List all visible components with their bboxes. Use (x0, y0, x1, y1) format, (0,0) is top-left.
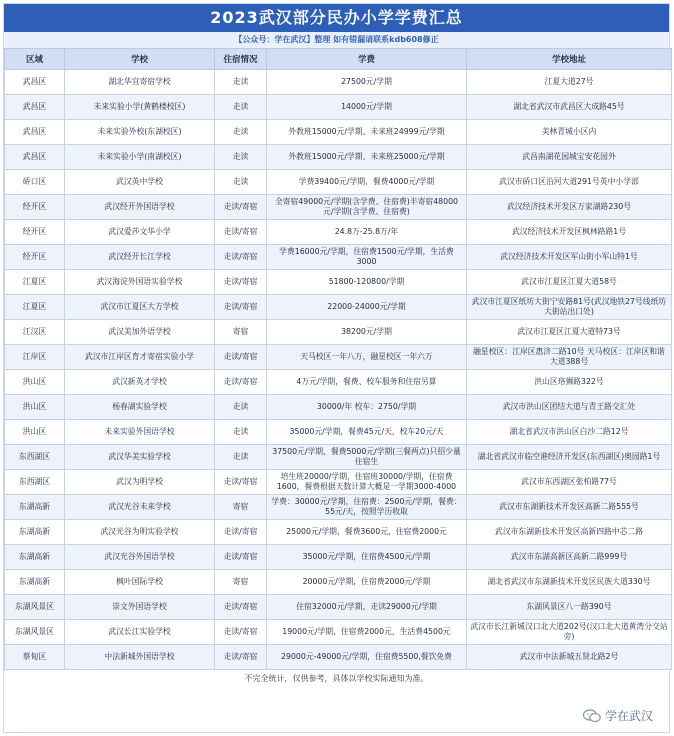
cell-boarding: 走读/寄宿 (215, 470, 267, 495)
cell-district: 蔡甸区 (5, 645, 65, 670)
cell-address: 武汉经济技术开发区枫林路路1号 (467, 220, 672, 245)
column-header-fee: 学费 (267, 49, 467, 70)
cell-district: 东湖风景区 (5, 620, 65, 645)
table-row (5, 245, 672, 270)
cell-district: 武昌区 (5, 70, 65, 95)
cell-district: 东湖高新 (5, 495, 65, 520)
fee-summary-page (3, 3, 670, 733)
cell-address: 武汉市中法新城五贤北路2号 (467, 645, 672, 670)
cell-school: 武汉新英才学校 (65, 370, 215, 395)
page-title: 2023武汉部分民办小学学费汇总 (4, 4, 669, 32)
cell-fee: 27500元/学期 (267, 70, 467, 95)
table-row (5, 195, 672, 220)
cell-district: 东湖高新 (5, 520, 65, 545)
cell-school: 未来实验小学(南湖校区) (65, 145, 215, 170)
cell-address: 融星校区：江岸区惠济二路10号 天马校区：江岸区和谐大道388号 (467, 345, 672, 370)
cell-address: 武汉市长江新城汉口北大道202号(汉口北大道黄湾分交站旁) (467, 620, 672, 645)
cell-address: 东湖风景区八一路390号 (467, 595, 672, 620)
cell-district: 经开区 (5, 220, 65, 245)
table-row (5, 120, 672, 145)
cell-district: 硚口区 (5, 170, 65, 195)
cell-district: 东湖风景区 (5, 595, 65, 620)
table-row (5, 420, 672, 445)
cell-school: 武汉经开外国语学校 (65, 195, 215, 220)
cell-boarding: 走读/寄宿 (215, 520, 267, 545)
cell-address: 武汉市洪山区团结大道与青王路交汇处 (467, 395, 672, 420)
cell-school: 武汉光谷为明实验学校 (65, 520, 215, 545)
cell-fee: 24.8万-25.8万/年 (267, 220, 467, 245)
cell-fee: 35000元/学期，餐费45元/天，校车20元/天 (267, 420, 467, 445)
column-header-boarding: 住宿情况 (215, 49, 267, 70)
cell-address: 湖北省武汉市东湖新技术开发区民族大道330号 (467, 570, 672, 595)
cell-school: 武汉爱莎文华小学 (65, 220, 215, 245)
cell-school: 未来实验小学(黄鹤楼校区) (65, 95, 215, 120)
table-row (5, 145, 672, 170)
cell-address: 武汉经济技术开发区军山街小军山特1号 (467, 245, 672, 270)
cell-boarding: 走读 (215, 95, 267, 120)
cell-boarding: 寄宿 (215, 495, 267, 520)
column-header-district: 区域 (5, 49, 65, 70)
fee-table (4, 48, 672, 670)
page-subtitle: 【公众号：学在武汉】整理 如有错漏请联系kdb608修正 (4, 32, 669, 48)
table-row (5, 70, 672, 95)
cell-boarding: 走读 (215, 445, 267, 470)
table-header-row (5, 49, 672, 70)
table-row (5, 495, 672, 520)
cell-school: 武汉美加外语学校 (65, 320, 215, 345)
cell-boarding: 走读 (215, 120, 267, 145)
cell-address: 江夏大道27号 (467, 70, 672, 95)
cell-address: 武汉市东西湖区张柏路77号 (467, 470, 672, 495)
cell-school: 武汉为明学校 (65, 470, 215, 495)
cell-fee: 29000元-49000元/学期，住宿费5500,餐饮免费 (267, 645, 467, 670)
cell-address: 湖北省武汉市武昌区大成路45号 (467, 95, 672, 120)
table-row (5, 270, 672, 295)
cell-boarding: 走读 (215, 145, 267, 170)
cell-address: 武汉市江夏区江夏大道58号 (467, 270, 672, 295)
cell-address: 武汉市东湖高新区高新二路999号 (467, 545, 672, 570)
cell-school: 武汉华美实验学校 (65, 445, 215, 470)
cell-school: 中法新城外国语学校 (65, 645, 215, 670)
cell-school: 湖北华宜寄宿学校 (65, 70, 215, 95)
cell-fee: 19000元/学期，住宿费2000元，生活费4500元 (267, 620, 467, 645)
cell-district: 江夏区 (5, 295, 65, 320)
column-header-address: 学校地址 (467, 49, 672, 70)
wechat-watermark-logo (583, 707, 653, 724)
cell-address: 武汉市硚口区沿河大道291号英中小学部 (467, 170, 672, 195)
table-row (5, 520, 672, 545)
cell-boarding: 走读/寄宿 (215, 370, 267, 395)
cell-district: 武昌区 (5, 120, 65, 145)
cell-address: 洪山区珞狮路322号 (467, 370, 672, 395)
cell-boarding: 寄宿 (215, 320, 267, 345)
cell-boarding: 走读/寄宿 (215, 345, 267, 370)
cell-fee: 35000元/学期，住宿费4500元/学期 (267, 545, 467, 570)
cell-address: 美林青城小区内 (467, 120, 672, 145)
cell-fee: 学费39400元/学期，餐费4000元/学期 (267, 170, 467, 195)
cell-district: 经开区 (5, 245, 65, 270)
cell-boarding: 走读 (215, 420, 267, 445)
cell-district: 江汉区 (5, 320, 65, 345)
cell-district: 江夏区 (5, 270, 65, 295)
cell-fee: 4万元/学期，餐费、校车服务和住宿另算 (267, 370, 467, 395)
cell-address: 武汉市东湖新技术开发区高新四路中芯二路 (467, 520, 672, 545)
table-row (5, 345, 672, 370)
cell-address: 武汉市江夏区江夏大道特73号 (467, 320, 672, 345)
cell-fee: 14000元/学期 (267, 95, 467, 120)
table-row (5, 595, 672, 620)
table-row (5, 295, 672, 320)
cell-address: 武汉市江夏区纸坊大街宁安路81号(武汉地铁27号线纸坊大街站出口处) (467, 295, 672, 320)
cell-school: 武汉市江夏区大方学校 (65, 295, 215, 320)
cell-boarding: 走读/寄宿 (215, 295, 267, 320)
cell-fee: 学费16000元/学期，住宿费1500元/学期，生活费3000 (267, 245, 467, 270)
cell-school: 武汉长江实验学校 (65, 620, 215, 645)
column-header-school: 学校 (65, 49, 215, 70)
footer-note: 不完全统计，仅供参考，具体以学校实际通知为准。 (244, 674, 429, 683)
cell-boarding: 走读/寄宿 (215, 545, 267, 570)
cell-school: 武汉海淀外国语实验学校 (65, 270, 215, 295)
table-row (5, 170, 672, 195)
table-row (5, 370, 672, 395)
cell-fee: 天马校区一年八万，融星校区一年六万 (267, 345, 467, 370)
cell-district: 武昌区 (5, 145, 65, 170)
cell-school: 武汉市江岸区育才寄宿实验小学 (65, 345, 215, 370)
cell-district: 东湖高新 (5, 570, 65, 595)
cell-school: 未来实验外校(东湖校区) (65, 120, 215, 145)
cell-district: 东西湖区 (5, 470, 65, 495)
cell-school: 武汉经开长江学校 (65, 245, 215, 270)
cell-fee: 25000元/学期，餐费3600元，住宿费2000元 (267, 520, 467, 545)
cell-fee: 38200元/学期 (267, 320, 467, 345)
cell-district: 武昌区 (5, 95, 65, 120)
cell-school: 武汉光谷外国语学校 (65, 545, 215, 570)
cell-district: 江岸区 (5, 345, 65, 370)
cell-district: 洪山区 (5, 420, 65, 445)
table-row (5, 395, 672, 420)
cell-district: 东西湖区 (5, 445, 65, 470)
cell-fee: 22000-24000元/学期 (267, 295, 467, 320)
cell-fee: 30000/年 校车：2750/学期 (267, 395, 467, 420)
cell-boarding: 寄宿 (215, 570, 267, 595)
cell-boarding: 走读/寄宿 (215, 270, 267, 295)
cell-address: 武昌南湖花园城宝安花园外 (467, 145, 672, 170)
table-row (5, 570, 672, 595)
cell-boarding: 走读/寄宿 (215, 595, 267, 620)
cell-school: 武汉光谷未来学校 (65, 495, 215, 520)
cell-school: 崇文外国语学校 (65, 595, 215, 620)
table-row (5, 470, 672, 495)
cell-fee: 外教班15000元/学期、未来班25000元/学期 (267, 145, 467, 170)
cell-fee: 培生班20000/学期，住宿班30000/学期，住宿费1600，餐费根据天数计算大概是一学期3000-4000 (267, 470, 467, 495)
cell-boarding: 走读/寄宿 (215, 245, 267, 270)
cell-fee: 全寄宿49000元/学期(含学费、住宿费)半寄宿48000元/学期(含学费、住宿费) (267, 195, 467, 220)
cell-boarding: 走读/寄宿 (215, 220, 267, 245)
cell-school: 武汉英中学校 (65, 170, 215, 195)
cell-boarding: 走读/寄宿 (215, 645, 267, 670)
table-row (5, 95, 672, 120)
cell-district: 经开区 (5, 195, 65, 220)
table-row (5, 545, 672, 570)
cell-boarding: 走读 (215, 170, 267, 195)
logo-text: 学在武汉 (604, 709, 653, 723)
cell-boarding: 走读 (215, 70, 267, 95)
cell-school: 杨春湖实验学校 (65, 395, 215, 420)
cell-address: 武汉市东湖新技术开发区高新二路555号 (467, 495, 672, 520)
cell-fee: 外教班15000元/学期、未来班24999元/学期 (267, 120, 467, 145)
cell-district: 洪山区 (5, 370, 65, 395)
table-row (5, 445, 672, 470)
table-row (5, 220, 672, 245)
cell-boarding: 走读/寄宿 (215, 195, 267, 220)
cell-school: 枫叶国际学校 (65, 570, 215, 595)
cell-address: 武汉经济技术开发区万家湖路230号 (467, 195, 672, 220)
cell-boarding: 走读/寄宿 (215, 620, 267, 645)
cell-fee: 学费：30000元/学期，住宿费：2500元/学期，餐费：55元/天，按照学历收取 (267, 495, 467, 520)
cell-fee: 住宿32000元/学期，走读29000元/学期 (267, 595, 467, 620)
table-body (5, 70, 672, 670)
cell-fee: 37500元/学期，餐费5000元/学期(三餐两点)只招少量住宿生 (267, 445, 467, 470)
cell-district: 东湖高新 (5, 545, 65, 570)
cell-school: 未来实验外国语学校 (65, 420, 215, 445)
cell-boarding: 走读 (215, 395, 267, 420)
cell-district: 洪山区 (5, 395, 65, 420)
table-row (5, 645, 672, 670)
cell-address: 湖北省武汉市洪山区白沙二路12号 (467, 420, 672, 445)
wechat-icon (583, 709, 601, 723)
cell-fee: 51800-120800/学期 (267, 270, 467, 295)
cell-address: 湖北省武汉市临空港经济开发区(东西湖区)奥园路1号 (467, 445, 672, 470)
cell-fee: 20000元/学期，住宿费2000元/学期 (267, 570, 467, 595)
table-row (5, 620, 672, 645)
table-row (5, 320, 672, 345)
